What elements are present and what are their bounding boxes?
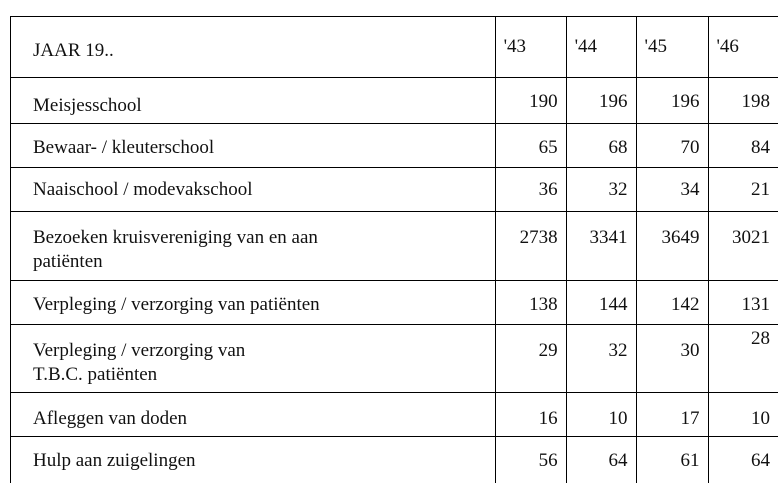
table-row [11, 212, 779, 281]
value: 3649 [661, 227, 700, 248]
value: 64 [608, 450, 628, 471]
year-1943: '43 [503, 36, 527, 57]
value: 70 [680, 137, 700, 158]
value-cell [566, 393, 636, 437]
value-cell [636, 281, 708, 325]
value-cell [495, 78, 566, 124]
row-label-cell [11, 281, 496, 325]
row-label [11, 212, 495, 274]
value-cell [495, 437, 566, 484]
row-label: Meisjesschool [33, 95, 142, 116]
value-cell [495, 281, 566, 325]
value-cell [708, 212, 778, 281]
value: 84 [751, 137, 770, 158]
row-label-line: patiënten [33, 251, 103, 272]
value-cell [636, 393, 708, 437]
year-1946: '46 [716, 36, 739, 57]
header-year-cell [708, 17, 778, 78]
value-cell [566, 124, 636, 168]
row-label-cell [11, 124, 496, 168]
value: 36 [538, 179, 558, 200]
year-1945: '45 [644, 36, 667, 57]
value-cell [708, 437, 778, 484]
value-cell [495, 124, 566, 168]
value: 3341 [589, 227, 628, 248]
value: 3021 [732, 227, 770, 248]
row-label-cell [11, 212, 496, 281]
value-cell [566, 78, 636, 124]
row-label-cell [11, 78, 496, 124]
row-label: Hulp aan zuigelingen [33, 450, 196, 471]
value: 142 [671, 294, 700, 315]
header-year-cell [566, 17, 636, 78]
value: 17 [680, 408, 700, 429]
value: 2738 [519, 227, 558, 248]
row-label-cell [11, 393, 496, 437]
row-label: Naaischool / modevakschool [33, 179, 253, 200]
value: 56 [538, 450, 558, 471]
value: 61 [680, 450, 700, 471]
value-cell [495, 212, 566, 281]
value: 16 [538, 408, 558, 429]
value: 10 [751, 408, 770, 429]
value-cell [708, 168, 778, 212]
value-cell [566, 212, 636, 281]
value-cell [708, 325, 778, 393]
table-row [11, 124, 779, 168]
value-cell [495, 393, 566, 437]
value: 32 [608, 179, 628, 200]
value: 65 [538, 137, 558, 158]
value: 196 [599, 91, 628, 112]
value: 10 [608, 408, 628, 429]
row-label-line: Bezoeken kruisvereniging van en aan [33, 227, 318, 248]
value: 32 [608, 340, 628, 361]
value-cell [566, 168, 636, 212]
row-label-line: Verpleging / verzorging van [33, 340, 246, 361]
value-cell [636, 325, 708, 393]
header-label: JAAR 19.. [33, 40, 114, 61]
header-label-cell [11, 17, 496, 78]
value-cell [636, 437, 708, 484]
value: 28 [751, 328, 770, 349]
value: 68 [608, 137, 628, 158]
value-cell [566, 437, 636, 484]
row-label: Bewaar- / kleuterschool [33, 137, 215, 158]
value-cell [636, 168, 708, 212]
value: 198 [741, 91, 770, 112]
value-cell [708, 393, 778, 437]
value: 29 [538, 340, 558, 361]
statistics-table [10, 16, 778, 483]
row-label-cell [11, 168, 496, 212]
value: 30 [680, 340, 700, 361]
row-label-line: T.B.C. patiënten [33, 364, 158, 385]
header-year-cell [495, 17, 566, 78]
value-cell [708, 281, 778, 325]
value: 196 [671, 91, 700, 112]
value: 144 [599, 294, 628, 315]
value-cell [708, 124, 778, 168]
value-cell [495, 325, 566, 393]
table-row [11, 393, 779, 437]
value-cell [566, 281, 636, 325]
row-label [11, 325, 495, 387]
row-label-cell [11, 437, 496, 484]
table-header-row [11, 17, 779, 78]
table-row [11, 168, 779, 212]
value: 131 [741, 294, 770, 315]
value-cell [708, 78, 778, 124]
value: 34 [680, 179, 700, 200]
value-cell [636, 78, 708, 124]
value-cell [636, 124, 708, 168]
value-cell [495, 168, 566, 212]
year-1944: '44 [574, 36, 597, 57]
table-row [11, 281, 779, 325]
table-row [11, 78, 779, 124]
header-year-cell [636, 17, 708, 78]
value-cell [566, 325, 636, 393]
table-row [11, 325, 779, 393]
row-label-cell [11, 325, 496, 393]
value: 64 [751, 450, 770, 471]
table-row [11, 437, 779, 484]
value-cell [636, 212, 708, 281]
row-label: Verpleging / verzorging van patiënten [33, 294, 320, 315]
value: 21 [751, 179, 770, 200]
row-label: Afleggen van doden [33, 408, 188, 429]
value: 190 [529, 91, 558, 112]
value: 138 [529, 294, 558, 315]
